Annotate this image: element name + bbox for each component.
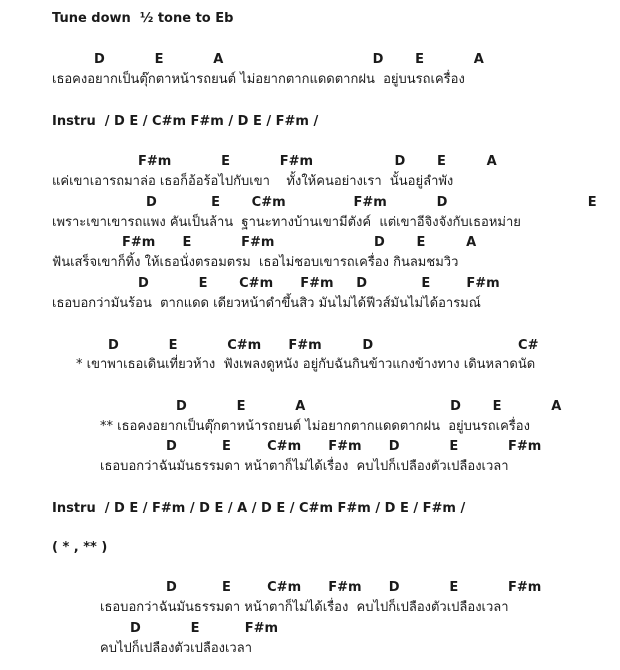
verse-lyric-1: แค่เขาเอารถมาล่อ เธอก็อ้อร้อไปกับเขา ทั้งให้คนอย่างเรา นั้นอยู่ลำพัง: [52, 174, 454, 189]
outro-lyric-2: คบไปก็เปลืองตัวเปลืองเวลา: [100, 641, 252, 656]
chorus2-lyric-1: ** เธอคงอยากเป็นตุ๊กตาหน้ารถยนต์ ไม่อยากตากแดดตากฝน อยู่บนรถเครื่อง: [100, 419, 530, 434]
verse-chords-2: D E C#m F#m D E: [146, 195, 597, 210]
outro-chords-2: D E F#m: [130, 621, 279, 636]
chorus1-chords: D E C#m F#m D C#: [108, 338, 539, 353]
tuning-header: Tune down ½ tone to Eb: [52, 11, 234, 26]
instru-line-1: Instru / D E / C#m F#m / D E / F#m /: [52, 114, 319, 129]
verse-chords-4: D E C#m F#m D E F#m: [138, 276, 500, 291]
instru-line-2: Instru / D E / F#m / D E / A / D E / C#m F#m / D E / F#m /: [52, 501, 466, 516]
section1-chords: D E A D E A: [94, 52, 484, 67]
verse-chords-1: F#m E F#m D E A: [138, 154, 497, 169]
repeat-marker: ( * , ** ): [52, 540, 108, 555]
outro-lyric-1: เธอบอกว่าฉันมันธรรมดา หน้าตาก็ไม่ได้เรื่อง คบไปก็เปลืองตัวเปลืองเวลา: [100, 600, 509, 615]
chorus2-lyric-2: เธอบอกว่าฉันมันธรรมดา หน้าตาก็ไม่ได้เรื่อง คบไปก็เปลืองตัวเปลืองเวลา: [100, 459, 509, 474]
outro-chords-1: D E C#m F#m D E F#m: [166, 580, 542, 595]
verse-lyric-2: เพราะเขาเขารถแพง คันเป็นล้าน ฐานะทางบ้านเขามีตังค์ แต่เขาอีจิงจังกับเธอหม่าย: [52, 215, 521, 230]
chorus2-chords-1: D E A D E A: [176, 399, 562, 414]
verse-lyric-3: ฟันเสร็จเขาก็ทิ้ง ให้เธอนั่งตรอมตรม เธอไม่ชอบเขารถเครื่อง กินลมชมวิว: [52, 255, 459, 270]
section1-lyric: เธอคงอยากเป็นตุ๊กตาหน้ารถยนต์ ไม่อยากตากแดดตากฝน อยู่บนรถเครื่อง: [52, 72, 465, 87]
chorus1-lyric: * เขาพาเธอเดินเที่ยวห้าง ฟังเพลงดูหนัง อยู่กับฉันกินข้าวแกงข้างทาง เดินหลาดนัด: [76, 357, 536, 372]
chorus2-chords-2: D E C#m F#m D E F#m: [166, 439, 542, 454]
verse-lyric-4: เธอบอกว่ามันร้อน ตากแดด เดียวหน้าดำขึ้นสิว มันไม่ได้ฟีวส์มันไม่ได้อารมณ์: [52, 296, 481, 311]
verse-chords-3: F#m E F#m D E A: [122, 235, 477, 250]
